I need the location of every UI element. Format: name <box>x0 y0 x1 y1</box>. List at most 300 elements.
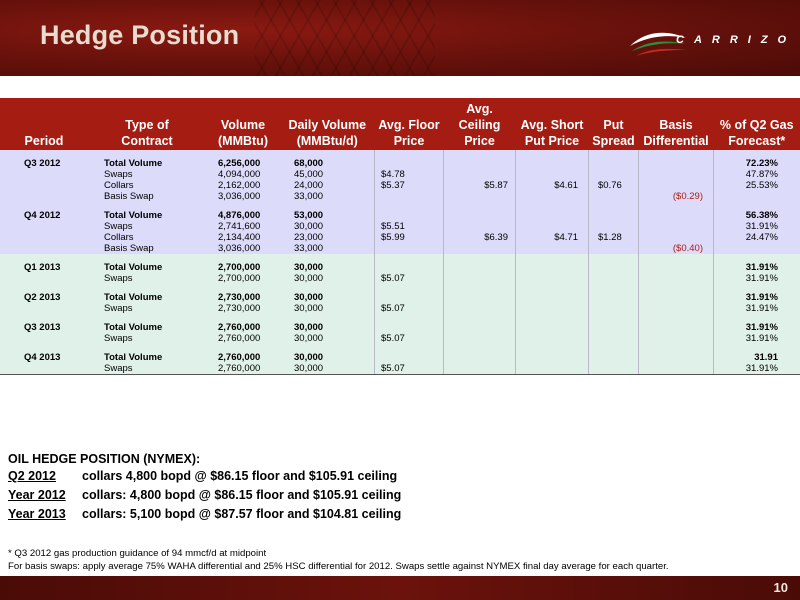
spacer-cell <box>444 150 516 158</box>
spacer-cell <box>88 314 206 322</box>
period-cell: Q2 2013 <box>0 292 88 303</box>
period-group <box>0 314 800 344</box>
table-row <box>0 292 800 303</box>
daily-volume-cell: 33,000 <box>280 191 375 202</box>
spacer-cell <box>589 314 639 322</box>
period-cell <box>0 333 88 344</box>
spacer-cell <box>206 202 280 210</box>
contract-type-cell: Swaps <box>88 363 206 375</box>
spacer-cell <box>714 254 800 262</box>
ceiling-price-cell <box>444 292 516 303</box>
spacer-cell <box>639 202 714 210</box>
ceiling-price-cell <box>444 352 516 363</box>
table-row <box>0 322 800 333</box>
ceiling-price-cell: $6.39 <box>444 232 516 243</box>
spacer-cell <box>639 314 714 322</box>
spacer-cell <box>639 150 714 158</box>
forecast-pct-cell <box>714 243 800 254</box>
volume-cell: 2,760,000 <box>206 322 280 333</box>
column-header-line1: Daily Volume <box>288 118 367 132</box>
oil-hedge-terms: collars 4,800 bopd @ $86.15 floor and $105.91 ceiling <box>82 469 398 483</box>
column-header-line2: (MMBtu) <box>218 134 268 148</box>
daily-volume-cell: 30,000 <box>280 273 375 284</box>
put-spread-cell <box>589 363 639 375</box>
floor-price-cell: $4.78 <box>375 169 444 180</box>
spacer-cell <box>375 314 444 322</box>
contract-type-cell: Swaps <box>88 303 206 314</box>
spacer-row <box>0 284 800 292</box>
daily-volume-cell: 53,000 <box>280 210 375 221</box>
footnote-basis-swaps: For basis swaps: apply average 75% WAHA differential and 25% HSC differential for 2012. Swaps settle against NYMEX final day average for each quarter. <box>8 561 669 572</box>
put-spread-cell: $0.76 <box>589 180 639 191</box>
period-group <box>0 254 800 284</box>
short-put-cell <box>516 292 589 303</box>
ceiling-price-cell: $5.87 <box>444 180 516 191</box>
volume-cell: 2,134,400 <box>206 232 280 243</box>
oil-hedge-line <box>8 505 401 524</box>
put-spread-cell <box>589 210 639 221</box>
spacer-cell <box>444 284 516 292</box>
spacer-cell <box>280 150 375 158</box>
ceiling-price-cell <box>444 363 516 375</box>
contract-type-cell: Collars <box>88 180 206 191</box>
period-cell <box>0 169 88 180</box>
spacer-row <box>0 314 800 322</box>
logo-text: CARRIZO <box>676 34 797 46</box>
column-header-line1: Avg. Short <box>520 118 584 132</box>
spacer-cell <box>589 150 639 158</box>
spacer-cell <box>639 284 714 292</box>
put-spread-cell <box>589 169 639 180</box>
ceiling-price-cell <box>444 333 516 344</box>
oil-hedge-heading: OIL HEDGE POSITION (NYMEX): <box>8 452 201 466</box>
spacer-cell <box>714 344 800 352</box>
daily-volume-cell: 30,000 <box>280 333 375 344</box>
ceiling-price-cell <box>444 158 516 169</box>
forecast-pct-cell: 31.91% <box>714 333 800 344</box>
slide-header <box>0 0 800 76</box>
table-row <box>0 262 800 273</box>
spacer-cell <box>88 150 206 158</box>
forecast-pct-cell: 31.91% <box>714 273 800 284</box>
spacer-cell <box>714 150 800 158</box>
put-spread-cell <box>589 303 639 314</box>
spacer-cell <box>444 254 516 262</box>
contract-type-cell: Total Volume <box>88 292 206 303</box>
oil-hedge-section <box>8 452 401 524</box>
spacer-cell <box>516 254 589 262</box>
header-background-texture <box>255 0 435 76</box>
volume-cell: 2,162,000 <box>206 180 280 191</box>
carrizo-logo <box>628 20 796 64</box>
floor-price-cell: $5.07 <box>375 303 444 314</box>
oil-hedge-period-label: Q2 2012 <box>8 469 56 483</box>
column-header-line1: Basis <box>659 118 693 132</box>
put-spread-cell <box>589 292 639 303</box>
floor-price-cell: $5.37 <box>375 180 444 191</box>
floor-price-cell: $5.07 <box>375 363 444 375</box>
oil-hedge-period-label: Year 2012 <box>8 488 66 502</box>
table-header-row <box>0 100 800 150</box>
basis-differential-cell <box>639 322 714 333</box>
forecast-pct-cell: 31.91% <box>714 262 800 273</box>
basis-differential-cell: ($0.40) <box>639 243 714 254</box>
column-header-line2: Forecast* <box>728 134 786 148</box>
short-put-cell <box>516 333 589 344</box>
period-cell <box>0 191 88 202</box>
forecast-pct-cell: 31.91 <box>714 352 800 363</box>
ceiling-price-cell <box>444 221 516 232</box>
spacer-cell <box>0 254 88 262</box>
short-put-cell <box>516 352 589 363</box>
column-header-line1: % of Q2 Gas <box>719 118 794 132</box>
oil-hedge-terms: collars: 5,100 bopd @ $87.57 floor and $104.81 ceiling <box>82 507 402 521</box>
floor-price-cell <box>375 292 444 303</box>
period-cell <box>0 221 88 232</box>
short-put-cell <box>516 158 589 169</box>
basis-differential-cell <box>639 221 714 232</box>
column-header <box>516 100 589 150</box>
put-spread-cell <box>589 352 639 363</box>
period-cell <box>0 363 88 375</box>
floor-price-cell <box>375 158 444 169</box>
table-row <box>0 180 800 191</box>
spacer-cell <box>280 254 375 262</box>
daily-volume-cell: 30,000 <box>280 221 375 232</box>
period-group <box>0 284 800 314</box>
spacer-cell <box>0 314 88 322</box>
basis-differential-cell: ($0.29) <box>639 191 714 202</box>
spacer-cell <box>0 150 88 158</box>
spacer-cell <box>280 202 375 210</box>
put-spread-cell <box>589 221 639 232</box>
column-header-line2: Period <box>24 134 64 148</box>
volume-cell: 4,094,000 <box>206 169 280 180</box>
table-row <box>0 363 800 375</box>
floor-price-cell <box>375 352 444 363</box>
put-spread-cell: $1.28 <box>589 232 639 243</box>
column-header <box>280 100 375 150</box>
volume-cell: 2,760,000 <box>206 363 280 375</box>
short-put-cell <box>516 169 589 180</box>
daily-volume-cell: 30,000 <box>280 303 375 314</box>
period-cell <box>0 243 88 254</box>
basis-differential-cell <box>639 303 714 314</box>
ceiling-price-cell <box>444 262 516 273</box>
forecast-pct-cell: 31.91% <box>714 303 800 314</box>
column-header <box>444 100 516 150</box>
basis-differential-cell <box>639 232 714 243</box>
period-cell <box>0 232 88 243</box>
spacer-cell <box>516 202 589 210</box>
spacer-cell <box>88 344 206 352</box>
column-header-line2: Price <box>464 134 495 148</box>
column-header <box>206 100 280 150</box>
forecast-pct-cell: 25.53% <box>714 180 800 191</box>
spacer-cell <box>206 344 280 352</box>
column-header-line1: Avg. Floor <box>378 118 440 132</box>
spacer-cell <box>444 344 516 352</box>
short-put-cell <box>516 243 589 254</box>
period-group <box>0 202 800 254</box>
floor-price-cell <box>375 243 444 254</box>
spacer-cell <box>516 150 589 158</box>
spacer-row <box>0 150 800 158</box>
short-put-cell <box>516 363 589 375</box>
column-header-line1: Avg. Ceiling <box>458 102 501 132</box>
contract-type-cell: Collars <box>88 232 206 243</box>
contract-type-cell: Total Volume <box>88 352 206 363</box>
spacer-cell <box>639 254 714 262</box>
column-header <box>0 100 88 150</box>
volume-cell: 4,876,000 <box>206 210 280 221</box>
ceiling-price-cell <box>444 191 516 202</box>
forecast-pct-cell: 31.91% <box>714 363 800 375</box>
period-group <box>0 150 800 202</box>
spacer-cell <box>206 150 280 158</box>
volume-cell: 3,036,000 <box>206 191 280 202</box>
spacer-cell <box>375 344 444 352</box>
spacer-cell <box>714 314 800 322</box>
volume-cell: 3,036,000 <box>206 243 280 254</box>
spacer-cell <box>516 344 589 352</box>
spacer-row <box>0 344 800 352</box>
spacer-cell <box>375 202 444 210</box>
short-put-cell <box>516 262 589 273</box>
spacer-cell <box>0 202 88 210</box>
table-row <box>0 221 800 232</box>
put-spread-cell <box>589 243 639 254</box>
oil-hedge-terms: collars: 4,800 bopd @ $86.15 floor and $105.91 ceiling <box>82 488 402 502</box>
spacer-cell <box>206 314 280 322</box>
floor-price-cell <box>375 191 444 202</box>
put-spread-cell <box>589 322 639 333</box>
spacer-cell <box>444 202 516 210</box>
spacer-cell <box>516 314 589 322</box>
oil-hedge-line <box>8 467 401 486</box>
spacer-cell <box>589 284 639 292</box>
contract-type-cell: Total Volume <box>88 158 206 169</box>
spacer-cell <box>444 314 516 322</box>
spacer-row <box>0 254 800 262</box>
forecast-pct-cell: 31.91% <box>714 221 800 232</box>
basis-differential-cell <box>639 158 714 169</box>
spacer-cell <box>280 284 375 292</box>
volume-cell: 2,760,000 <box>206 352 280 363</box>
short-put-cell <box>516 210 589 221</box>
table-row <box>0 243 800 254</box>
table-row <box>0 273 800 284</box>
column-header-line2: Differential <box>643 134 709 148</box>
volume-cell: 2,700,000 <box>206 273 280 284</box>
spacer-cell <box>0 344 88 352</box>
basis-differential-cell <box>639 273 714 284</box>
volume-cell: 2,730,000 <box>206 303 280 314</box>
volume-cell: 6,256,000 <box>206 158 280 169</box>
basis-differential-cell <box>639 180 714 191</box>
hedge-position-table <box>0 100 800 375</box>
contract-type-cell: Swaps <box>88 221 206 232</box>
floor-price-cell: $5.07 <box>375 333 444 344</box>
oil-hedge-line <box>8 486 401 505</box>
column-header-line1: Put <box>603 118 624 132</box>
spacer-cell <box>589 202 639 210</box>
table-row <box>0 232 800 243</box>
daily-volume-cell: 30,000 <box>280 262 375 273</box>
short-put-cell <box>516 191 589 202</box>
spacer-cell <box>88 202 206 210</box>
volume-cell: 2,700,000 <box>206 262 280 273</box>
spacer-cell <box>714 284 800 292</box>
ceiling-price-cell <box>444 169 516 180</box>
forecast-pct-cell <box>714 191 800 202</box>
daily-volume-cell: 24,000 <box>280 180 375 191</box>
contract-type-cell: Basis Swap <box>88 243 206 254</box>
column-header-line2: Contract <box>121 134 173 148</box>
spacer-cell <box>375 284 444 292</box>
contract-type-cell: Swaps <box>88 333 206 344</box>
table-row <box>0 352 800 363</box>
forecast-pct-cell: 47.87% <box>714 169 800 180</box>
slide-footer <box>0 576 800 600</box>
contract-type-cell: Total Volume <box>88 322 206 333</box>
column-header-line1: Volume <box>220 118 266 132</box>
table-row <box>0 333 800 344</box>
oil-hedge-lines <box>8 467 401 524</box>
oil-hedge-period-label: Year 2013 <box>8 507 66 521</box>
forecast-pct-cell: 31.91% <box>714 322 800 333</box>
put-spread-cell <box>589 273 639 284</box>
forecast-pct-cell: 56.38% <box>714 210 800 221</box>
ceiling-price-cell <box>444 243 516 254</box>
short-put-cell <box>516 322 589 333</box>
column-header-line2: Spread <box>592 134 635 148</box>
spacer-cell <box>375 150 444 158</box>
period-cell: Q4 2013 <box>0 352 88 363</box>
daily-volume-cell: 30,000 <box>280 363 375 375</box>
floor-price-cell <box>375 262 444 273</box>
period-cell: Q1 2013 <box>0 262 88 273</box>
page-number: 10 <box>773 580 788 595</box>
short-put-cell <box>516 303 589 314</box>
spacer-cell <box>639 344 714 352</box>
short-put-cell <box>516 273 589 284</box>
daily-volume-cell: 30,000 <box>280 322 375 333</box>
contract-type-cell: Basis Swap <box>88 191 206 202</box>
column-header <box>714 100 800 150</box>
put-spread-cell <box>589 158 639 169</box>
period-cell <box>0 273 88 284</box>
floor-price-cell <box>375 210 444 221</box>
column-header-line2: (MMBtu/d) <box>296 134 358 148</box>
period-group <box>0 344 800 375</box>
daily-volume-cell: 68,000 <box>280 158 375 169</box>
basis-differential-cell <box>639 352 714 363</box>
volume-cell: 2,760,000 <box>206 333 280 344</box>
basis-differential-cell <box>639 210 714 221</box>
forecast-pct-cell: 72.23% <box>714 158 800 169</box>
spacer-cell <box>375 254 444 262</box>
basis-differential-cell <box>639 333 714 344</box>
column-header <box>375 100 444 150</box>
floor-price-cell: $5.51 <box>375 221 444 232</box>
contract-type-cell: Swaps <box>88 273 206 284</box>
table-row <box>0 303 800 314</box>
ceiling-price-cell <box>444 303 516 314</box>
daily-volume-cell: 30,000 <box>280 292 375 303</box>
table-row <box>0 169 800 180</box>
basis-differential-cell <box>639 363 714 375</box>
put-spread-cell <box>589 262 639 273</box>
period-cell: Q4 2012 <box>0 210 88 221</box>
short-put-cell: $4.61 <box>516 180 589 191</box>
ceiling-price-cell <box>444 322 516 333</box>
period-cell: Q3 2012 <box>0 158 88 169</box>
period-cell <box>0 303 88 314</box>
table-row <box>0 191 800 202</box>
column-header <box>88 100 206 150</box>
spacer-cell <box>88 284 206 292</box>
floor-price-cell: $5.07 <box>375 273 444 284</box>
spacer-cell <box>280 344 375 352</box>
put-spread-cell <box>589 333 639 344</box>
daily-volume-cell: 33,000 <box>280 243 375 254</box>
column-header-line1: Type of <box>125 118 169 132</box>
volume-cell: 2,730,000 <box>206 292 280 303</box>
daily-volume-cell: 45,000 <box>280 169 375 180</box>
spacer-cell <box>589 344 639 352</box>
forecast-pct-cell: 31.91% <box>714 292 800 303</box>
spacer-cell <box>714 202 800 210</box>
table-row <box>0 210 800 221</box>
contract-type-cell: Total Volume <box>88 262 206 273</box>
column-header-line2: Put Price <box>524 134 580 148</box>
spacer-cell <box>88 254 206 262</box>
put-spread-cell <box>589 191 639 202</box>
basis-differential-cell <box>639 169 714 180</box>
basis-differential-cell <box>639 262 714 273</box>
footnote-guidance: * Q3 2012 gas production guidance of 94 mmcf/d at midpoint <box>8 548 267 559</box>
basis-differential-cell <box>639 292 714 303</box>
ceiling-price-cell <box>444 273 516 284</box>
table-row <box>0 158 800 169</box>
floor-price-cell: $5.99 <box>375 232 444 243</box>
volume-cell: 2,741,600 <box>206 221 280 232</box>
spacer-cell <box>516 284 589 292</box>
daily-volume-cell: 23,000 <box>280 232 375 243</box>
spacer-cell <box>0 284 88 292</box>
column-header <box>639 100 714 150</box>
spacer-cell <box>280 314 375 322</box>
forecast-pct-cell: 24.47% <box>714 232 800 243</box>
footnotes <box>8 547 669 573</box>
spacer-cell <box>589 254 639 262</box>
period-cell <box>0 180 88 191</box>
floor-price-cell <box>375 322 444 333</box>
daily-volume-cell: 30,000 <box>280 352 375 363</box>
spacer-cell <box>206 254 280 262</box>
column-header <box>589 100 639 150</box>
column-header-line2: Price <box>393 134 425 148</box>
page-title: Hedge Position <box>40 20 240 50</box>
ceiling-price-cell <box>444 210 516 221</box>
spacer-cell <box>206 284 280 292</box>
short-put-cell: $4.71 <box>516 232 589 243</box>
short-put-cell <box>516 221 589 232</box>
period-cell: Q3 2013 <box>0 322 88 333</box>
contract-type-cell: Total Volume <box>88 210 206 221</box>
contract-type-cell: Swaps <box>88 169 206 180</box>
